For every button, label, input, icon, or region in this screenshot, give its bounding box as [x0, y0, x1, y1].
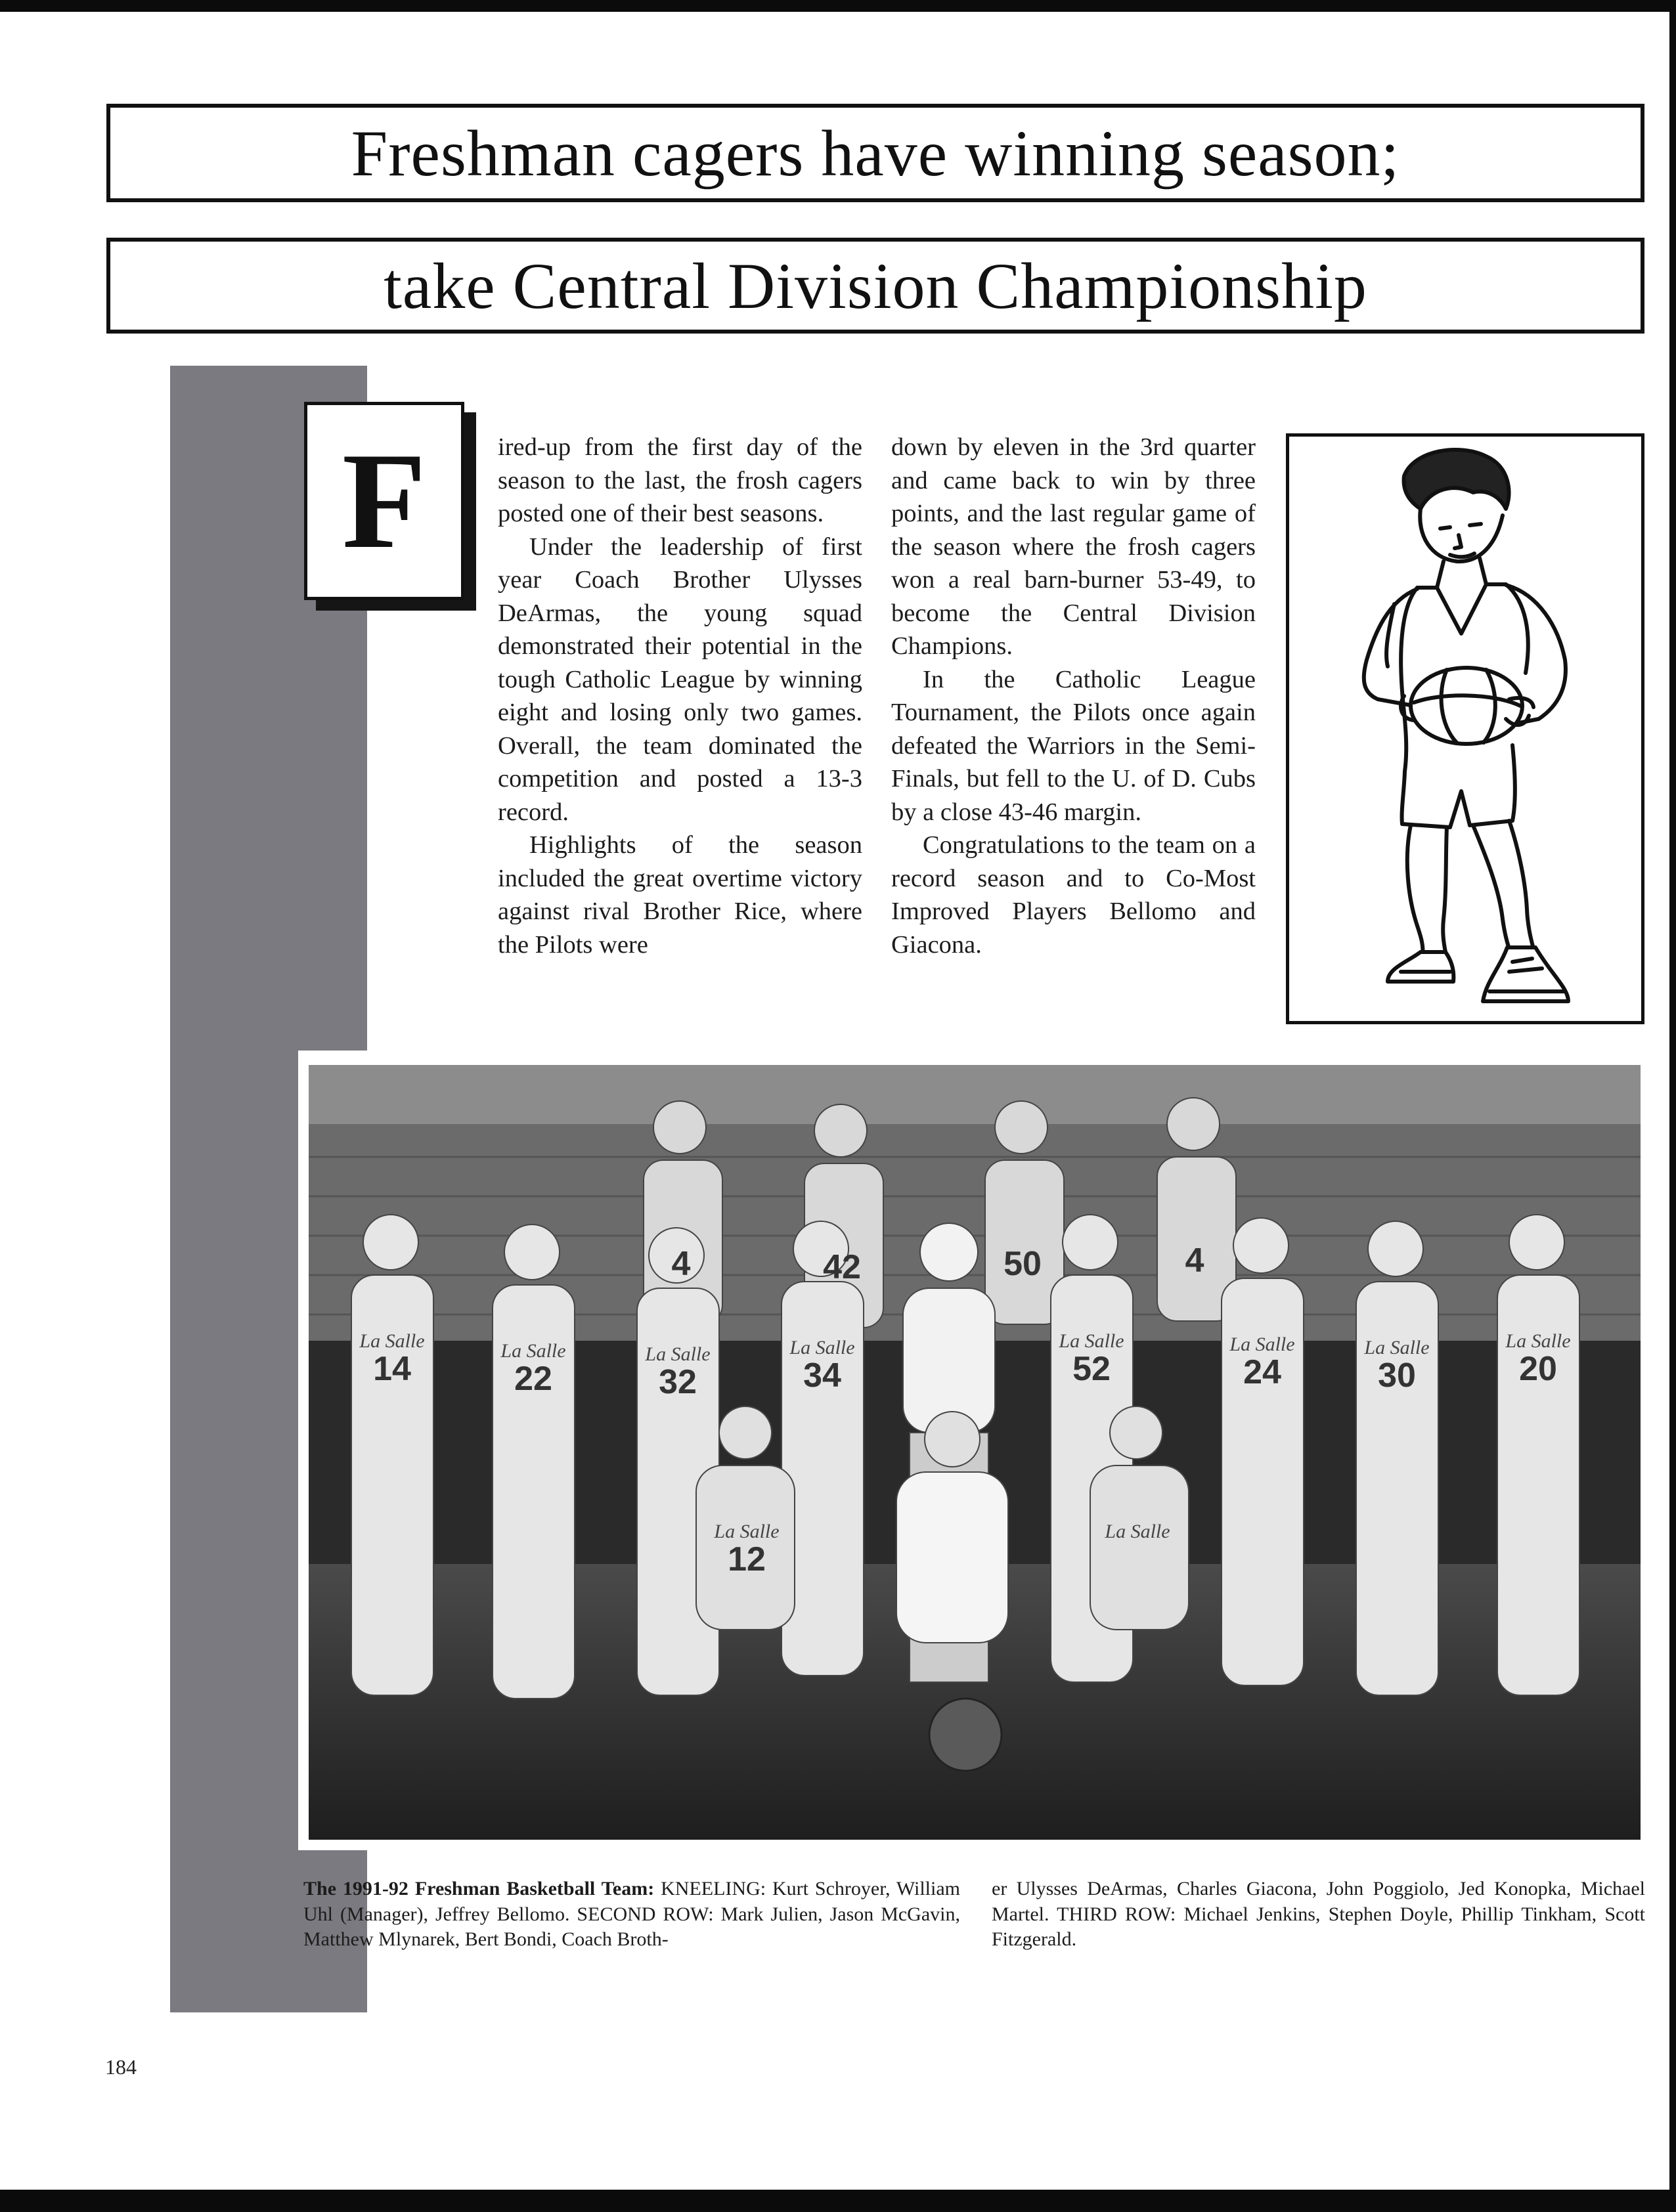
- headline-line-2: take Central Division Championship: [384, 249, 1367, 322]
- jersey-number: 42: [823, 1248, 861, 1286]
- jersey-team-name: La Salle: [359, 1330, 425, 1352]
- jersey-team-name: La Salle: [1059, 1330, 1124, 1352]
- caption-lead: The 1991-92 Freshman Basketball Team:: [303, 1878, 655, 1899]
- article-paragraph: Congratulations to the team on a record season and to Co-Most Improved Players Bellomo and Giacona.: [891, 831, 1256, 959]
- article-column-1: [498, 431, 862, 961]
- drop-cap-box: [304, 402, 464, 600]
- jersey-number: 14: [373, 1350, 411, 1388]
- jersey-number: 22: [514, 1360, 552, 1398]
- headline-box-2: [106, 238, 1644, 334]
- team-photo: [309, 1065, 1641, 1840]
- jersey-number: 32: [659, 1363, 697, 1401]
- basketball-player-illustration: [1286, 433, 1644, 1024]
- headline-line-1: Freshman cagers have winning season;: [351, 116, 1400, 190]
- jersey-number: 24: [1243, 1353, 1281, 1391]
- jersey-team-name: La Salle: [789, 1337, 855, 1358]
- jersey-team-name: La Salle: [1364, 1337, 1430, 1358]
- jersey-number: 52: [1072, 1350, 1111, 1388]
- jersey-number: 30: [1378, 1356, 1416, 1395]
- jersey-team-name: La Salle: [500, 1340, 566, 1362]
- caption-text: KNEELING: Kurt Schroyer, William Uhl (Manager), Jeffrey Bellomo. SECOND ROW: Mark Julien, Jason McGavin, Matthew Mlynarek, Bert Bondi, Coach Broth-: [303, 1878, 961, 1950]
- article-paragraph: In the Catholic League Tournament, the Pilots once again defeated the Warriors in the Semi-Finals, but fell to the U. of D. Cubs by a close 43-46 margin.: [891, 665, 1256, 826]
- bottom-border: [0, 2190, 1676, 2212]
- article-paragraph: Under the leadership of first year Coach Brother Ulysses DeArmas, the young squad demonstrated their potential in the tough Catholic League by winning eight and losing only two games. Overall, the team dominated the competition and posted a 13-3 record.: [498, 532, 862, 826]
- team-photo-drawing: [309, 1065, 1641, 1840]
- player-drawing: [1289, 437, 1641, 1021]
- photo-caption-part-2: [992, 1876, 1645, 1953]
- jersey-team-name: La Salle: [1505, 1330, 1571, 1352]
- article-column-2: [891, 431, 1256, 961]
- article-paragraph: down by eleven in the 3rd quarter and came back to win by three points, and the last regular game of the season where the frosh cagers won a real barn-burner 53-49, to become the Central Division Champions.: [891, 433, 1256, 660]
- jersey-number: 12: [728, 1540, 766, 1578]
- jersey-team-name: La Salle: [645, 1343, 711, 1365]
- article-paragraph: Highlights of the season included the great overtime victory against rival Brother Rice, where the Pilots were: [498, 831, 862, 959]
- jersey-number: 4: [1185, 1242, 1204, 1280]
- photo-caption-part-1: [303, 1876, 960, 1953]
- right-border: [1669, 0, 1676, 2212]
- caption-text: er Ulysses DeArmas, Charles Giacona, John Poggiolo, Jed Konopka, Michael Martel. THIRD ROW: Michael Jenkins, Stephen Doyle, Phillip Tinkham, Scott Fitzgerald.: [992, 1878, 1645, 1950]
- headline-box-1: [106, 104, 1644, 202]
- jersey-number: 20: [1519, 1350, 1557, 1388]
- jersey-team-name: La Salle: [1105, 1521, 1170, 1542]
- drop-cap-letter: F: [342, 425, 427, 577]
- jersey-number: 50: [1003, 1245, 1042, 1283]
- jersey-team-name: La Salle: [1229, 1334, 1295, 1355]
- page-number: 184: [105, 2055, 137, 2079]
- jersey-number: 4: [671, 1245, 691, 1283]
- jersey-number: 34: [803, 1356, 841, 1395]
- jersey-team-name: La Salle: [714, 1521, 780, 1542]
- top-border: [0, 0, 1676, 12]
- article-paragraph: ired-up from the first day of the season to the last, the frosh cagers posted one of their best seasons.: [498, 433, 862, 527]
